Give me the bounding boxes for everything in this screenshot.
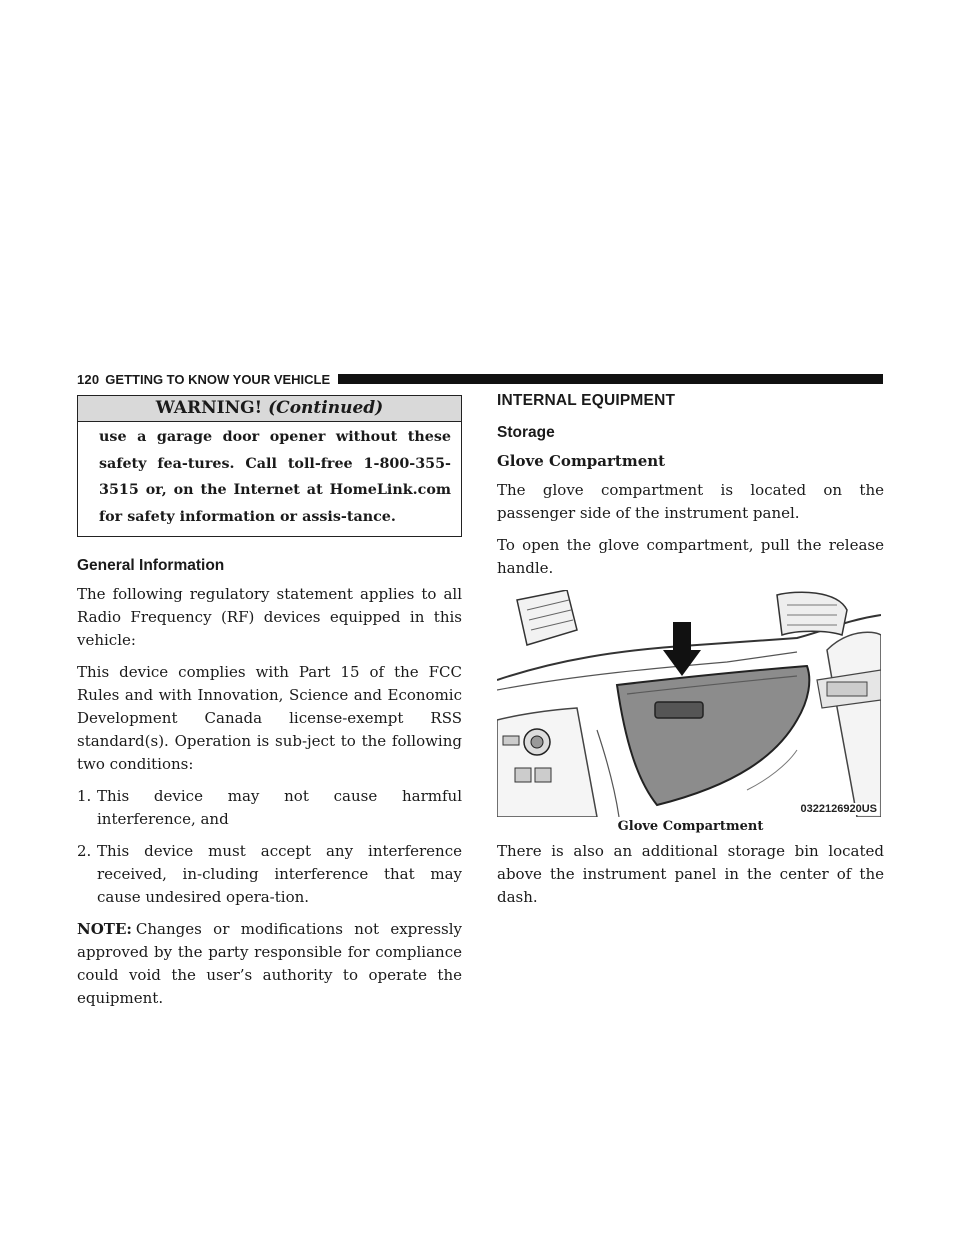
- list-text: This device may not cause harmful interference, and: [97, 787, 462, 828]
- note-paragraph: [77, 918, 462, 1010]
- additional-storage-paragraph: There is also an additional storage bin located above the instrument panel in the center of the dash.: [497, 842, 884, 906]
- page-number: 120: [77, 371, 100, 387]
- regulatory-statement-paragraph: The following regulatory statement applies to all Radio Frequency (RF) devices equipped in this vehicle:: [77, 585, 462, 649]
- glove-open-paragraph: To open the glove compartment, pull the release handle.: [497, 536, 884, 577]
- glove-compartment-figure: [497, 590, 881, 817]
- storage-heading: Storage: [497, 424, 555, 441]
- figure-code: 0322126920US: [800, 803, 877, 815]
- warning-title: [78, 396, 461, 422]
- list-number: 1.: [77, 787, 92, 805]
- warning-body: use a garage door opener without these safety fea-tures. Call toll-free 1-800-355-3515 or, on the Internet at HomeLink.com for safety information or assis-tance.: [99, 429, 451, 525]
- list-text: This device must accept any interference received, in-cluding interference that may cause undesired opera-tion.: [97, 842, 462, 906]
- warning-label: WARNING!: [155, 398, 263, 418]
- left-column: [77, 395, 462, 1010]
- note-text: Changes or modifications not expressly approved by the party responsible for compliance could void the user’s authority to operate the equipment.: [77, 920, 462, 1007]
- internal-equipment-heading: INTERNAL EQUIPMENT: [497, 392, 676, 409]
- fcc-compliance-paragraph: This device complies with Part 15 of the FCC Rules and with Innovation, Science and Economic Development Canada license-exempt RSS standard(s). Operation is sub-ject to the following two conditions:: [77, 663, 462, 773]
- figure-caption: Glove Compartment: [617, 819, 764, 834]
- page-header: [77, 370, 883, 388]
- list-item: [77, 785, 462, 831]
- general-information-heading: General Information: [77, 557, 225, 574]
- glove-compartment-heading: Glove Compartment: [497, 452, 666, 470]
- note-label: NOTE:: [77, 920, 132, 938]
- warning-box: [77, 395, 462, 537]
- list-item: [77, 840, 462, 909]
- glove-compartment-illustration: [497, 590, 881, 817]
- section-title: GETTING TO KNOW YOUR VEHICLE: [105, 371, 331, 387]
- warning-continued: (Continued): [268, 398, 384, 418]
- list-number: 2.: [77, 842, 92, 860]
- header-rule: [338, 374, 883, 384]
- right-column: [497, 392, 884, 909]
- glove-location-paragraph: The glove compartment is located on the passenger side of the instrument panel.: [497, 481, 884, 522]
